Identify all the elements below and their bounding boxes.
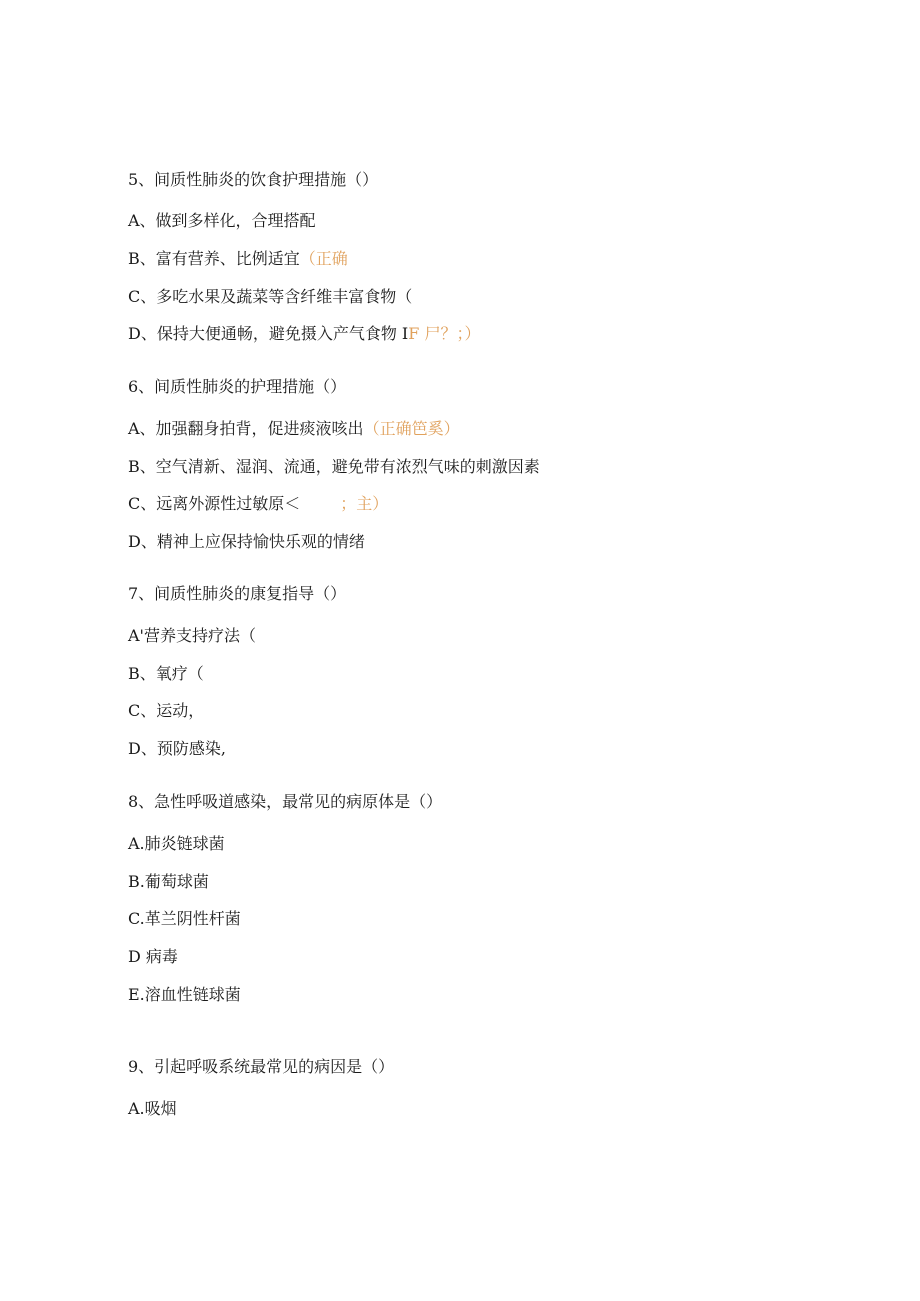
option-text: B、富有营养、比例适宜 — [128, 249, 300, 268]
annotation-mark: （正确笆奚） — [363, 419, 460, 438]
option-text: A'营养支持疗法（ — [128, 626, 256, 645]
option-text: D、保持大便通畅，避免摄入产气食物 I — [128, 324, 409, 343]
option-text: C、运动， — [128, 701, 205, 720]
question-5-option-d — [128, 324, 480, 344]
option-text: B.葡萄球菌 — [128, 872, 209, 891]
question-6-option-c — [128, 494, 388, 514]
question-7-stem: 7、间质性肺炎的康复指导（） — [128, 584, 347, 603]
question-5-option-c — [128, 287, 412, 307]
annotation-mark: （正确 — [299, 249, 348, 268]
question-7-option-c — [128, 701, 204, 721]
option-text: E.溶血性链球菌 — [128, 985, 241, 1004]
question-8-option-b — [128, 872, 209, 892]
option-text: C.革兰阴性杆菌 — [128, 909, 241, 928]
option-text: A、加强翻身拍背，促进痰液咳出 — [128, 419, 364, 438]
question-7-option-b — [128, 664, 204, 684]
question-7-option-a — [128, 626, 256, 646]
question-8-option-c — [128, 909, 241, 929]
option-text: D 病毒 — [128, 947, 178, 966]
option-text: D、精神上应保持愉快乐观的情绪 — [128, 532, 365, 551]
annotation-mark: F 尸？；） — [408, 324, 481, 343]
option-text: A、做到多样化，合理搭配 — [128, 211, 316, 230]
option-text: C、远离外源性过敏原＜ — [128, 494, 301, 513]
question-5-option-b — [128, 249, 348, 269]
question-6-option-d — [128, 532, 365, 552]
question-5-option-a — [128, 211, 316, 231]
question-9-option-a — [128, 1099, 177, 1119]
question-8-option-a — [128, 834, 225, 854]
option-text: D、预防感染, — [128, 739, 226, 758]
question-6-option-b — [128, 457, 540, 477]
option-text: C、多吃水果及蔬菜等含纤维丰富食物（ — [128, 287, 413, 306]
question-7-option-d — [128, 739, 226, 759]
question-6-option-a — [128, 419, 460, 439]
option-text: B、空气清新、湿润、流通，避免带有浓烈气味的刺激因素 — [128, 457, 540, 476]
option-text: A.吸烟 — [128, 1099, 177, 1118]
question-5-stem: 5、间质性肺炎的饮食护理措施（） — [128, 170, 379, 189]
question-8-option-d — [128, 947, 178, 967]
option-text: A.肺炎链球菌 — [128, 834, 225, 853]
question-6-stem: 6、间质性肺炎的护理措施（） — [128, 377, 347, 396]
option-text: B、氧疗（ — [128, 664, 204, 683]
annotation-mark: ；主） — [324, 494, 389, 513]
question-9-stem: 9、引起呼吸系统最常见的病因是（） — [128, 1057, 395, 1076]
question-8-stem: 8、急性呼吸道感染，最常见的病原体是（） — [128, 792, 443, 811]
question-8-option-e — [128, 985, 241, 1005]
